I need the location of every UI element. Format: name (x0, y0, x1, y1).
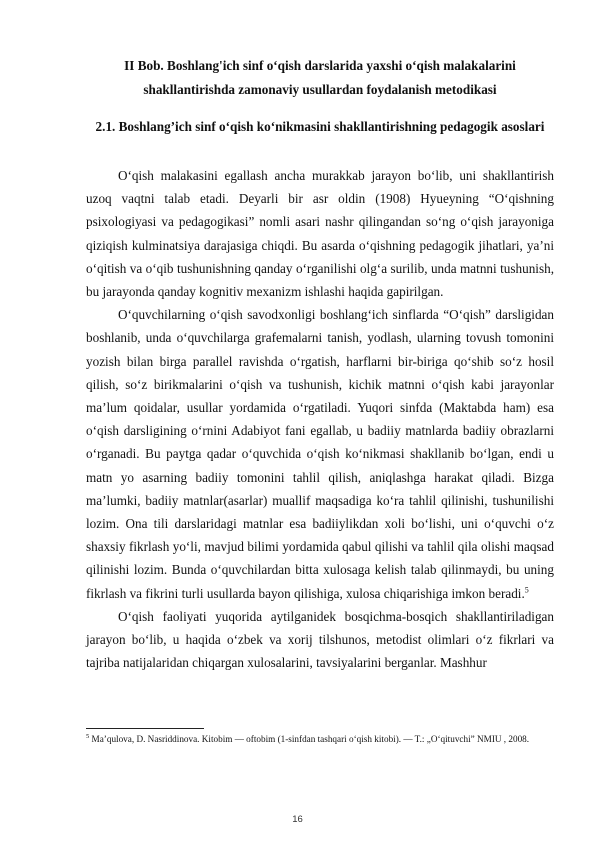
footnote-text: Ma’qulova, D. Nasriddinova. Kitobim — oftobim (1-sinfdan tashqari o‘qish kitobi). — T.: „O‘qituvchi” NMIU , 2008. (89, 734, 530, 745)
footnote-divider (86, 728, 204, 729)
paragraph-2-text: O‘quvchilarning o‘qish savodxonligi boshlang‘ich sinflarda “O‘qish” darsligidan boshlanib, unda o‘quvchilarga grafemalarni tanish, yodlash, ularning tovush tomonini yozish bilan birga parallel ravishda o‘rgatish, harflarni bir-biriga qo‘shib so‘z hosil qilish, so‘z birikmalarini o‘qish va tushunish, kichik matnni o‘qish kabi jarayonlar ma’lum qoidalar, usullar yordamida o‘rgatiladi. Yuqori sinfda (Maktabda ham) esa o‘qish darsligining o‘rnini Adabiyot fani egallab, u badiiy matnlarda badiiy obrazlarni o‘rganadi. Bu paytga qadar o‘quvchida o‘qish ko‘nikmasi shakllanib bo‘lgan, endi u matn yo asarning badiiy tomonini tahlil qilish, aniqlashga harakat qiladi. Bizga ma’lumki, badiiy matnlar(asarlar) muallif maqsadiga ko‘ra tahlil qilinishi, tushunilishi lozim. Ona tili darslaridagi matnlar esa badiiylikdan xoli bo‘lishi, uni o‘quvchi o‘z shaxsiy fikrlash yo‘li, mavjud bilimi yordamida qabul qilishi va tahlil qila olishi maqsad qilinishi lozim. Bunda o‘quvchilardan bitta xulosaga kelish talab qilinmaydi, bu uning fikrlash va fikrini turli usullarda bayon qilishiga, xulosa chiqarishiga imkon beradi. (86, 307, 554, 601)
section-title: 2.1. Boshlang’ich sinf o‘qish ko‘nikmasini shakllantirishning pedagogik asoslari (95, 119, 545, 134)
chapter-title-line-1: II Bob. Boshlang'ich sinf o‘qish darslarida yaxshi o‘qish malakalarini (124, 58, 516, 73)
paragraph-3-text: O‘qish faoliyati yuqorida aytilganidek bosqichma-bosqich shakllantiriladigan jarayon bo‘lib, u haqida o‘zbek va xorij tilshunos, metodist olimlari o‘z fikrlari va tajriba natijalaridan chiqargan xulosalarini, tavsiyalarini berganlar. Mashhur (86, 608, 554, 671)
footnote-number: 5 (86, 733, 90, 740)
chapter-title-line-2: shakllantirishda zamonaviy usullardan foydalanish metodikasi (143, 82, 497, 97)
body-text (86, 164, 554, 674)
footnote (86, 731, 554, 746)
footnote-reference[interactable]: 5 (524, 585, 529, 595)
paragraph-1 (86, 164, 554, 303)
paragraph-1-text: O‘qish malakasini egallash ancha murakkab jarayon bo‘lib, uni shakllantirish uzoq vaqtni talab etadi. Deyarli bir asr oldin (1908) Hyueyning “O‘qishning psixologiyasi va pedagogikasi” nomli asari nashr qilingandan so‘ng o‘qish jarayoniga qiziqish kulminatsiya darajasiga chiqdi. Bu asarda o‘qishning pedagogik jihatlari, ya’ni o‘qitish va o‘qib tushunishning qanday o‘rganilishi olg‘a surilib, unda matnni tushunish, bu jarayonda qanday kognitiv mexanizm ishlashi haqida gapirilgan. (86, 168, 554, 300)
paragraph-3 (86, 605, 554, 675)
chapter-title (86, 54, 554, 102)
page-number: 16 (292, 814, 303, 825)
paragraph-2 (86, 303, 554, 605)
